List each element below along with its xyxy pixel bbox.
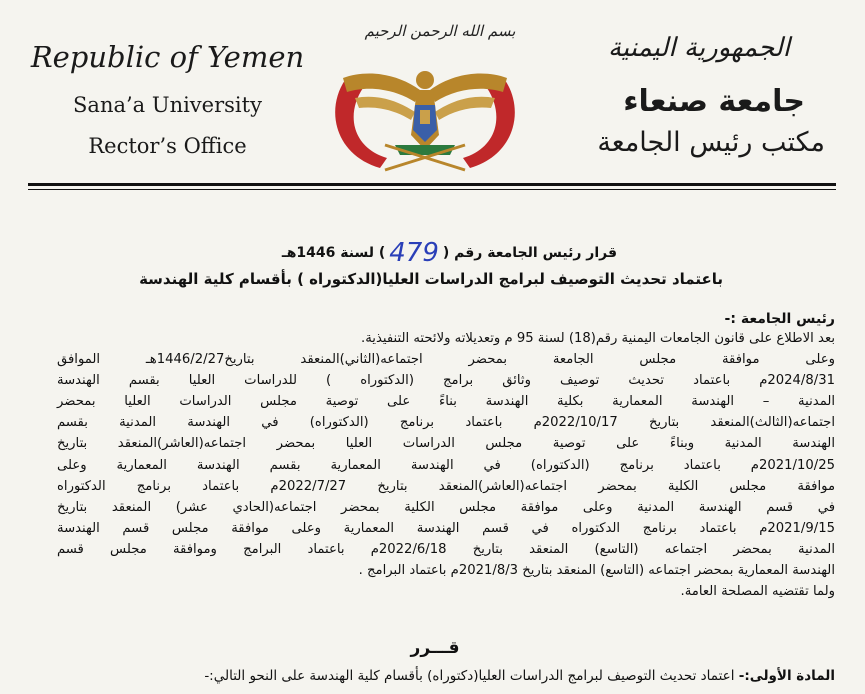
article-one-text: اعتماد تحديث التوصيف لبرامج الدراسات العليا(دكتوراه) بأقسام كلية الهندسة على النحو التالي:- bbox=[204, 668, 735, 684]
body-line: ولما تقتضيه المصلحة العامة. bbox=[680, 584, 835, 600]
body-line: الهندسة المدنية وبناءً على توصية مجلس الدراسات العليا بمحضر اجتماعه(العاشر)المنعقد بتاريخ bbox=[57, 436, 835, 452]
body-line: اجتماعه(الثالث)المنعقد بتاريخ 2022/10/17م باعتماد برنامج (الدكتوراه) في الهندسة المدنية بقسم bbox=[57, 415, 835, 431]
body-line: موافقة مجلس الكلية بمحضر اجتماعه(العاشر)المنعقد بتاريخ 2022/7/27م باعتماد برنامج الدكتوراه bbox=[57, 478, 836, 494]
decree-title-prefix: قرار رئيس الجامعة رقم ( bbox=[442, 245, 617, 261]
arabic-republic-title: الجمهورية اليمنية bbox=[607, 33, 790, 63]
body-line: المدنية بمحضر اجتماعه (التاسع) المنعقد بتاريخ 2022/6/18م باعتماد البرامج وموافقة مجلس قسم bbox=[57, 541, 835, 557]
header-divider-thin bbox=[28, 189, 836, 190]
issuer-heading: رئيس الجامعة :- bbox=[724, 311, 835, 327]
header-divider-thick bbox=[28, 183, 836, 186]
english-republic-title: Republic of Yemen bbox=[30, 40, 305, 74]
body-line: 2021/9/15م باعتماد برنامج الدكتوراه في قسم الهندسة المعمارية وعلى موافقة مجلس قسم الهندسة bbox=[57, 520, 835, 536]
body-line: المدنية – الهندسة المعمارية بكلية الهندسة بناءً على توصية مجلس الدراسات العليا بمحضر bbox=[57, 394, 835, 410]
body-line: بعد الاطلاع على قانون الجامعات اليمنية رقم(18) لسنة 95 م وتعديلاته ولائحته التنفيذية. bbox=[361, 331, 835, 346]
decree-subject: باعتماد تحديث التوصيف لبرامج الدراسات العليا(الدكتوراه ) بأقسام كلية الهندسة bbox=[139, 270, 723, 288]
decree-number: 479 bbox=[389, 238, 439, 268]
arabic-office-name: مكتب رئيس الجامعة bbox=[597, 127, 825, 158]
body-line: 2021/10/25م باعتماد برنامج (الدكتوراه) في الهندسة المعمارية بقسم الهندسة المعمارية وعلى bbox=[57, 457, 835, 473]
decree-title-suffix: ) لسنة 1446هـ bbox=[281, 245, 386, 261]
arabic-university-name: جامعة صنعاء bbox=[623, 84, 805, 119]
article-one bbox=[204, 668, 835, 684]
basmala: بسم الله الرحمن الرحيم bbox=[364, 22, 516, 40]
body-line: الهندسة المعمارية بمحضر اجتماعه (التاسع) المنعقد بتاريخ 2021/8/3م باعتماد البرامج . bbox=[358, 563, 835, 579]
decision-heading: قـــرر bbox=[410, 638, 460, 658]
english-office-name: Rector’s Office bbox=[88, 134, 247, 158]
article-one-label: المادة الأولى:- bbox=[738, 668, 835, 684]
english-university-name: Sana’a University bbox=[73, 93, 262, 117]
body-line: وعلى موافقة مجلس الجامعة بمحضر اجتماعه(الثاني)المنعقد بتاريخ1446/2/27هـ الموافق bbox=[57, 352, 835, 368]
body-line: في قسم الهندسة المدنية وعلى موافقة مجلس الكلية بمحضر اجتماعه(الحادي عشر) المنعقد بتاريخ bbox=[57, 499, 835, 515]
body-line: 2024/8/31م باعتماد تحديث توصيف وثائق برامج (الدكتوراه ) للدراسات العليا بقسم الهندسة bbox=[57, 373, 835, 389]
decree-title bbox=[282, 238, 617, 268]
decree-body bbox=[57, 328, 835, 602]
yemen-emblem-icon bbox=[325, 50, 525, 175]
